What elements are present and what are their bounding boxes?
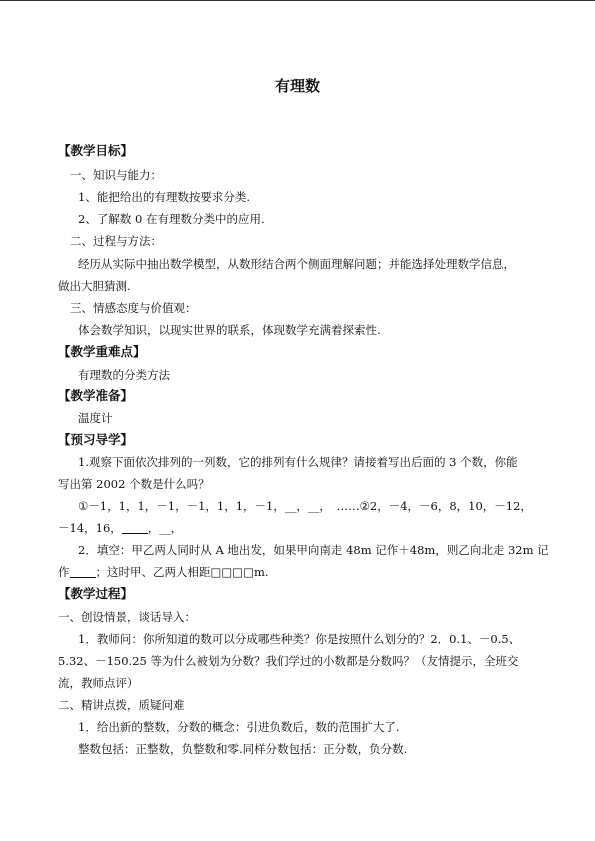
section-heading-objectives: 【教学目标】 [58, 143, 134, 158]
text-line: ①－1，1，1，－1，－1，1，1，－1，__，__， ……②2，－4，－6，8，10，－12， [78, 499, 532, 513]
text-line: 三、情感态度与价值观： [70, 301, 197, 315]
text-line: 一、知识与能力： [70, 168, 162, 182]
text-line: 1．给出新的整数，分数的概念：引进负数后，数的范围扩大了. [78, 720, 400, 734]
text-line: 经历从实际中抽出数学模型，从数形结合两个侧面理解问题；并能选择处理数学信息， [78, 257, 515, 271]
section-heading-preview: 【预习导学】 [58, 432, 134, 447]
section-heading-process: 【教学过程】 [58, 586, 134, 601]
text-line: 二、精讲点拨，质疑问难 [58, 698, 185, 712]
text-line [58, 520, 182, 536]
text-line: 整数包括：正整数，负整数和零.同样分数包括：正分数，负分数. [78, 742, 408, 756]
text-line [58, 564, 269, 580]
text-line: 温度计 [78, 411, 113, 425]
text-line: 写出第 2002 个数是什么吗？ [58, 477, 210, 491]
text-line: 一、创设情景，谈话导入： [58, 610, 196, 624]
page-title: 有理数 [274, 77, 320, 95]
text-line: 流，教师点评） [58, 676, 139, 690]
text-line: 1.观察下面依次排列的一列数，它的排列有什么规律？请接着写出后面的 3 个数，你能 [78, 455, 518, 469]
text-line: 2．填空：甲乙两人同时从 A 地出发，如果甲向南走 48m 记作＋48m，则乙向北走 32m 记 [78, 543, 549, 557]
text-line: 有理数的分类方法 [78, 368, 170, 382]
text-line: 1、能把给出的有理数按要求分类. [78, 190, 250, 204]
text-line: 2、了解数 0 在有理数分类中的应用. [78, 212, 265, 226]
section-heading-key-points: 【教学重难点】 [58, 344, 146, 359]
text-fragment: 作 [58, 565, 70, 579]
text-line: 做出大胆猜测. [58, 279, 131, 293]
text-line: 体会数学知识，以现实世界的联系，体现数学充满着探索性. [78, 323, 381, 337]
text-fragment: －14，16， [58, 521, 122, 535]
text-line: 5.32、－150.25 等为什么被划为分数？我们学过的小数都是分数吗？（友情提示，全班交 [58, 654, 519, 668]
fill-in-blank[interactable] [70, 565, 96, 578]
section-heading-preparation: 【教学准备】 [58, 388, 134, 403]
text-fragment: ；这时甲、乙两人相距□□□□m. [95, 565, 269, 579]
text-fragment: ，__， [147, 521, 183, 535]
text-line: 1．教师问：你所知道的数可以分成哪些种类？你是按照什么划分的？2．0.1、－0.5、 [78, 632, 521, 646]
text-line: 二、过程与方法： [70, 234, 162, 248]
fill-in-blank[interactable] [122, 521, 148, 534]
